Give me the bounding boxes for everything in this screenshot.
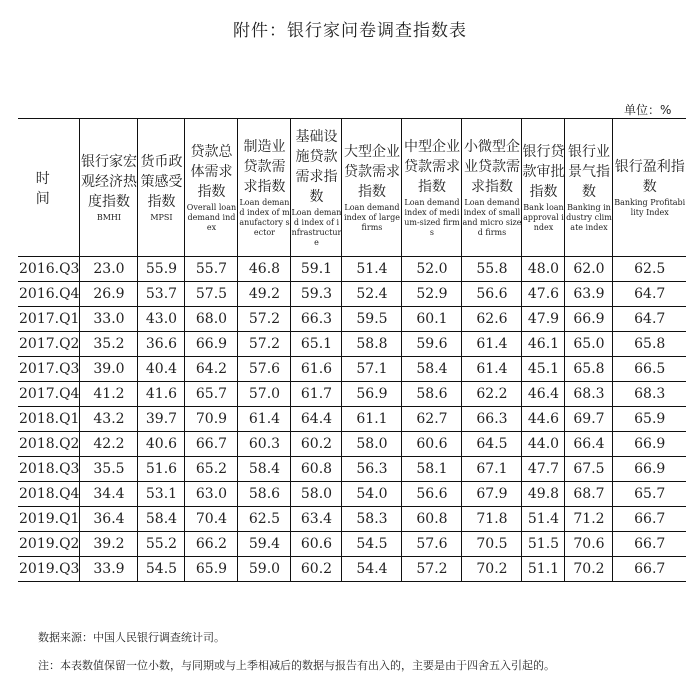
value-cell: 51.4 [342, 257, 402, 282]
value-cell: 33.9 [80, 557, 138, 582]
value-cell: 56.6 [402, 482, 462, 507]
table-row [18, 457, 686, 482]
value-cell: 60.8 [402, 507, 462, 532]
rounding-note: 注：本表数值保留一位小数，与同期或与上季相减后的数据与报告有出入的，主要是由于四舍五入引起的。 [38, 659, 555, 672]
value-cell: 60.2 [291, 432, 342, 457]
value-cell: 35.2 [80, 332, 138, 357]
value-cell: 47.9 [522, 307, 565, 332]
value-cell: 59.0 [238, 557, 291, 582]
value-cell: 43.2 [80, 407, 138, 432]
value-cell: 70.2 [565, 557, 613, 582]
value-cell: 58.1 [402, 457, 462, 482]
value-cell: 57.6 [238, 357, 291, 382]
value-cell: 26.9 [80, 282, 138, 307]
value-cell: 57.0 [238, 382, 291, 407]
table-body [18, 257, 686, 582]
value-cell: 60.6 [291, 532, 342, 557]
value-cell: 55.7 [185, 257, 238, 282]
value-cell: 55.9 [138, 257, 185, 282]
value-cell: 54.4 [342, 557, 402, 582]
period-cell: 2019.Q3 [18, 557, 80, 582]
value-cell: 58.0 [342, 432, 402, 457]
value-cell: 60.6 [402, 432, 462, 457]
value-cell: 64.7 [613, 282, 686, 307]
value-cell: 23.0 [80, 257, 138, 282]
value-cell: 71.8 [462, 507, 522, 532]
data-source-note: 数据来源：中国人民银行调查统计司。 [38, 631, 225, 644]
value-cell: 51.5 [522, 532, 565, 557]
value-cell: 41.6 [138, 382, 185, 407]
value-cell: 59.5 [342, 307, 402, 332]
value-cell: 62.5 [613, 257, 686, 282]
value-cell: 61.7 [291, 382, 342, 407]
value-cell: 55.2 [138, 532, 185, 557]
value-cell: 66.7 [613, 507, 686, 532]
value-cell: 35.5 [80, 457, 138, 482]
period-cell: 2018.Q3 [18, 457, 80, 482]
value-cell: 43.0 [138, 307, 185, 332]
value-cell: 71.2 [565, 507, 613, 532]
value-cell: 65.7 [613, 482, 686, 507]
value-cell: 54.5 [342, 532, 402, 557]
value-cell: 57.6 [402, 532, 462, 557]
value-cell: 51.4 [522, 507, 565, 532]
table-row [18, 257, 686, 282]
value-cell: 36.4 [80, 507, 138, 532]
value-cell: 64.7 [613, 307, 686, 332]
table-row [18, 432, 686, 457]
value-cell: 66.4 [565, 432, 613, 457]
value-cell: 40.4 [138, 357, 185, 382]
value-cell: 65.8 [565, 357, 613, 382]
value-cell: 62.0 [565, 257, 613, 282]
value-cell: 51.6 [138, 457, 185, 482]
value-cell: 65.7 [185, 382, 238, 407]
value-cell: 61.4 [238, 407, 291, 432]
period-cell: 2017.Q1 [18, 307, 80, 332]
value-cell: 60.2 [291, 557, 342, 582]
value-cell: 68.7 [565, 482, 613, 507]
column-header-large-firms-loan-demand: 大型企业贷款需求指数 Loan demand index of large firms [342, 119, 402, 257]
column-header-overall-loan-demand: 贷款总体需求指数 Overall loan demand index [185, 119, 238, 257]
value-cell: 54.0 [342, 482, 402, 507]
column-header-mpsi: 货币政策感受指数 MPSI [138, 119, 185, 257]
column-header-time: 时 间 [18, 119, 80, 257]
value-cell: 59.4 [238, 532, 291, 557]
period-cell: 2017.Q3 [18, 357, 80, 382]
value-cell: 51.1 [522, 557, 565, 582]
value-cell: 64.4 [291, 407, 342, 432]
value-cell: 34.4 [80, 482, 138, 507]
value-cell: 52.0 [402, 257, 462, 282]
period-cell: 2018.Q2 [18, 432, 80, 457]
value-cell: 66.9 [565, 307, 613, 332]
value-cell: 58.6 [238, 482, 291, 507]
value-cell: 49.8 [522, 482, 565, 507]
column-header-bmhi: 银行家宏观经济热度指数 BMHI [80, 119, 138, 257]
value-cell: 70.9 [185, 407, 238, 432]
table-row [18, 482, 686, 507]
value-cell: 70.2 [462, 557, 522, 582]
value-cell: 57.5 [185, 282, 238, 307]
value-cell: 66.9 [613, 457, 686, 482]
column-header-infrastructure-loan-demand: 基础设施贷款需求指数 Loan demand index of infrastructure [291, 119, 342, 257]
column-header-banking-profitability: 银行盈利指数 Banking Profitability Index [613, 119, 686, 257]
value-cell: 66.2 [185, 532, 238, 557]
value-cell: 58.6 [402, 382, 462, 407]
value-cell: 66.3 [291, 307, 342, 332]
column-header-banking-climate: 银行业景气指数 Banking industry climate index [565, 119, 613, 257]
value-cell: 65.2 [185, 457, 238, 482]
value-cell: 58.4 [138, 507, 185, 532]
value-cell: 68.0 [185, 307, 238, 332]
value-cell: 62.6 [462, 307, 522, 332]
table-row [18, 307, 686, 332]
value-cell: 46.1 [522, 332, 565, 357]
column-header-loan-approval: 银行贷款审批指数 Bank loan approval index [522, 119, 565, 257]
value-cell: 68.3 [613, 382, 686, 407]
value-cell: 70.6 [565, 532, 613, 557]
value-cell: 65.0 [565, 332, 613, 357]
value-cell: 60.8 [291, 457, 342, 482]
value-cell: 40.6 [138, 432, 185, 457]
value-cell: 63.4 [291, 507, 342, 532]
table-row [18, 532, 686, 557]
value-cell: 66.7 [613, 532, 686, 557]
value-cell: 65.8 [613, 332, 686, 357]
value-cell: 66.7 [613, 557, 686, 582]
table-row [18, 282, 686, 307]
column-header-manufacturing-loan-demand: 制造业贷款需求指数 Loan demand index of manufactory sector [238, 119, 291, 257]
column-header-small-micro-loan-demand: 小微型企业贷款需求指数 Loan demand index of small and micro sized firms [462, 119, 522, 257]
value-cell: 57.2 [238, 332, 291, 357]
value-cell: 41.2 [80, 382, 138, 407]
table-row [18, 332, 686, 357]
table-row [18, 407, 686, 432]
value-cell: 48.0 [522, 257, 565, 282]
value-cell: 49.2 [238, 282, 291, 307]
value-cell: 66.7 [185, 432, 238, 457]
value-cell: 65.9 [185, 557, 238, 582]
table-row [18, 357, 686, 382]
period-cell: 2016.Q3 [18, 257, 80, 282]
value-cell: 64.5 [462, 432, 522, 457]
value-cell: 44.6 [522, 407, 565, 432]
value-cell: 69.7 [565, 407, 613, 432]
index-table [18, 118, 686, 582]
value-cell: 56.9 [342, 382, 402, 407]
value-cell: 61.6 [291, 357, 342, 382]
value-cell: 67.9 [462, 482, 522, 507]
value-cell: 44.0 [522, 432, 565, 457]
value-cell: 52.4 [342, 282, 402, 307]
value-cell: 53.1 [138, 482, 185, 507]
period-cell: 2019.Q2 [18, 532, 80, 557]
value-cell: 45.1 [522, 357, 565, 382]
value-cell: 60.3 [238, 432, 291, 457]
value-cell: 63.9 [565, 282, 613, 307]
value-cell: 36.6 [138, 332, 185, 357]
value-cell: 65.9 [613, 407, 686, 432]
value-cell: 70.4 [185, 507, 238, 532]
period-cell: 2018.Q4 [18, 482, 80, 507]
value-cell: 58.3 [342, 507, 402, 532]
value-cell: 54.5 [138, 557, 185, 582]
period-cell: 2017.Q2 [18, 332, 80, 357]
value-cell: 47.6 [522, 282, 565, 307]
value-cell: 62.2 [462, 382, 522, 407]
value-cell: 58.8 [342, 332, 402, 357]
value-cell: 56.6 [462, 282, 522, 307]
document-title: 附件：银行家问卷调查指数表 [233, 21, 467, 41]
value-cell: 62.7 [402, 407, 462, 432]
value-cell: 63.0 [185, 482, 238, 507]
value-cell: 39.0 [80, 357, 138, 382]
value-cell: 68.3 [565, 382, 613, 407]
value-cell: 56.3 [342, 457, 402, 482]
value-cell: 66.9 [185, 332, 238, 357]
value-cell: 65.1 [291, 332, 342, 357]
table-header-row [18, 119, 686, 257]
value-cell: 47.7 [522, 457, 565, 482]
column-header-medium-firms-loan-demand: 中型企业贷款需求指数 Loan demand index of medium-sized firms [402, 119, 462, 257]
value-cell: 46.4 [522, 382, 565, 407]
value-cell: 58.4 [402, 357, 462, 382]
period-cell: 2017.Q4 [18, 382, 80, 407]
value-cell: 57.2 [402, 557, 462, 582]
value-cell: 46.8 [238, 257, 291, 282]
value-cell: 59.3 [291, 282, 342, 307]
value-cell: 66.3 [462, 407, 522, 432]
value-cell: 55.8 [462, 257, 522, 282]
unit-label: 单位：% [624, 103, 672, 117]
value-cell: 39.2 [80, 532, 138, 557]
value-cell: 61.4 [462, 357, 522, 382]
value-cell: 64.2 [185, 357, 238, 382]
value-cell: 33.0 [80, 307, 138, 332]
value-cell: 61.4 [462, 332, 522, 357]
value-cell: 59.6 [402, 332, 462, 357]
period-cell: 2019.Q1 [18, 507, 80, 532]
value-cell: 39.7 [138, 407, 185, 432]
value-cell: 59.1 [291, 257, 342, 282]
value-cell: 42.2 [80, 432, 138, 457]
value-cell: 66.9 [613, 432, 686, 457]
value-cell: 57.1 [342, 357, 402, 382]
value-cell: 62.5 [238, 507, 291, 532]
value-cell: 67.1 [462, 457, 522, 482]
value-cell: 70.5 [462, 532, 522, 557]
value-cell: 52.9 [402, 282, 462, 307]
period-cell: 2018.Q1 [18, 407, 80, 432]
table-row [18, 382, 686, 407]
value-cell: 58.4 [238, 457, 291, 482]
table-row [18, 557, 686, 582]
table-row [18, 507, 686, 532]
value-cell: 57.2 [238, 307, 291, 332]
value-cell: 61.1 [342, 407, 402, 432]
value-cell: 67.5 [565, 457, 613, 482]
period-cell: 2016.Q4 [18, 282, 80, 307]
value-cell: 66.5 [613, 357, 686, 382]
value-cell: 53.7 [138, 282, 185, 307]
value-cell: 60.1 [402, 307, 462, 332]
value-cell: 58.0 [291, 482, 342, 507]
